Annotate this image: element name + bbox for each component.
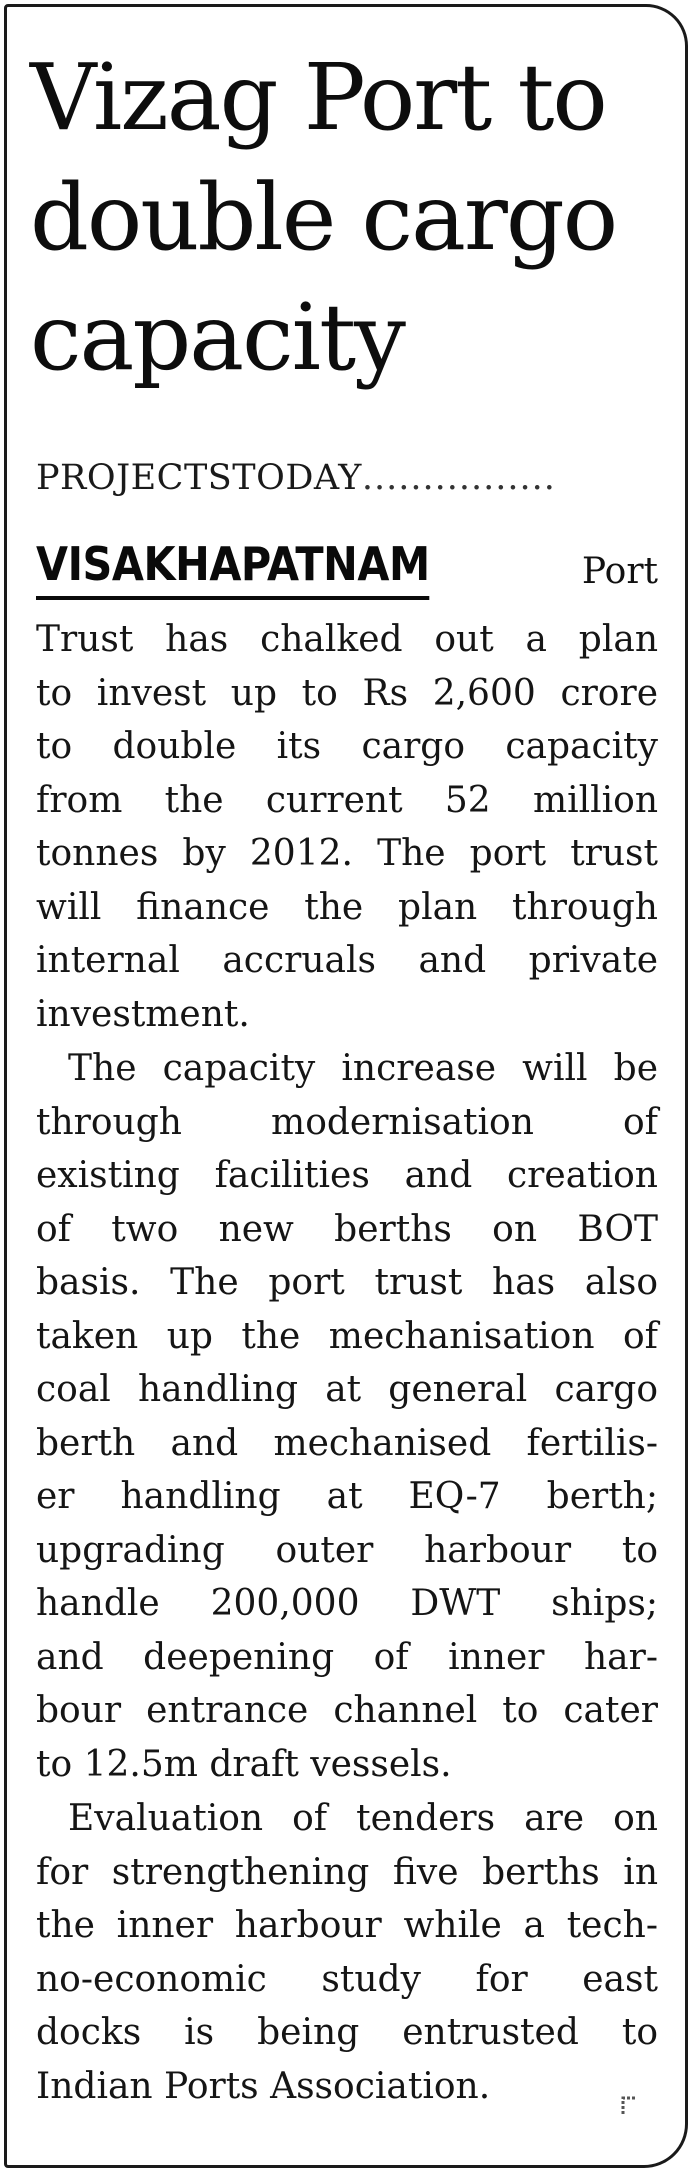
text-line: berth and mechanised fertilis- xyxy=(36,1422,658,1464)
source-credit xyxy=(36,456,666,500)
source-name: PROJECTSTODAY xyxy=(36,458,362,498)
text-line: internal accruals and private xyxy=(36,940,658,981)
headline-line: Vizag Port to xyxy=(30,44,606,151)
article-headline xyxy=(30,38,670,398)
paragraph-3 xyxy=(36,1792,658,2113)
text-line: will finance the plan through xyxy=(36,886,658,928)
text-line: investment. xyxy=(36,993,250,1035)
text-line: to double its cargo capacity xyxy=(36,726,658,767)
text-line: to invest up to Rs 2,600 crore xyxy=(36,672,658,714)
text-line: Evaluation of tenders are on xyxy=(68,1798,658,1839)
text-line: for strengthening five berths in xyxy=(36,1851,658,1893)
text-line: er handling at EQ-7 berth; xyxy=(36,1476,658,1517)
lead-first-word: Port xyxy=(581,551,658,592)
paragraph-1 xyxy=(36,613,658,1041)
text-line: from the current 52 million xyxy=(36,779,658,821)
text-line: and deepening of inner har- xyxy=(36,1636,658,1678)
text-line: through modernisation of xyxy=(36,1101,658,1143)
text-line: basis. The port trust has also xyxy=(36,1262,658,1303)
text-line: to 12.5m draft vessels. xyxy=(36,1743,452,1785)
text-line: upgrading outer harbour to xyxy=(36,1529,658,1571)
text-line: handle 200,000 DWT ships; xyxy=(36,1583,658,1624)
text-line: docks is being entrusted to xyxy=(36,2012,658,2053)
text-line: tonnes by 2012. The port trust xyxy=(36,833,658,874)
end-mark-icon xyxy=(620,2094,638,2116)
text-line: The capacity increase will be xyxy=(68,1048,658,1089)
text-line: existing facilities and creation xyxy=(36,1155,658,1196)
text-line: coal handling at general cargo xyxy=(36,1369,658,1410)
text-line: Indian Ports Association. xyxy=(36,2065,491,2107)
source-leader-dots: ................ xyxy=(361,458,556,498)
text-line: no-economic study for east xyxy=(36,1958,658,2000)
headline-line: double cargo xyxy=(30,164,617,271)
dateline-row xyxy=(36,534,658,604)
text-line: bour entrance channel to cater xyxy=(36,1690,658,1731)
text-line: taken up the mechanisation of xyxy=(36,1315,658,1357)
paragraph-2 xyxy=(36,1042,658,1791)
text-line: the inner harbour while a tech- xyxy=(36,1905,658,1946)
dateline: VISAKHAPATNAM xyxy=(36,534,430,600)
text-line: of two new berths on BOT xyxy=(36,1208,658,1250)
text-line: Trust has chalked out a plan xyxy=(36,619,658,660)
headline-line: capacity xyxy=(30,284,405,391)
